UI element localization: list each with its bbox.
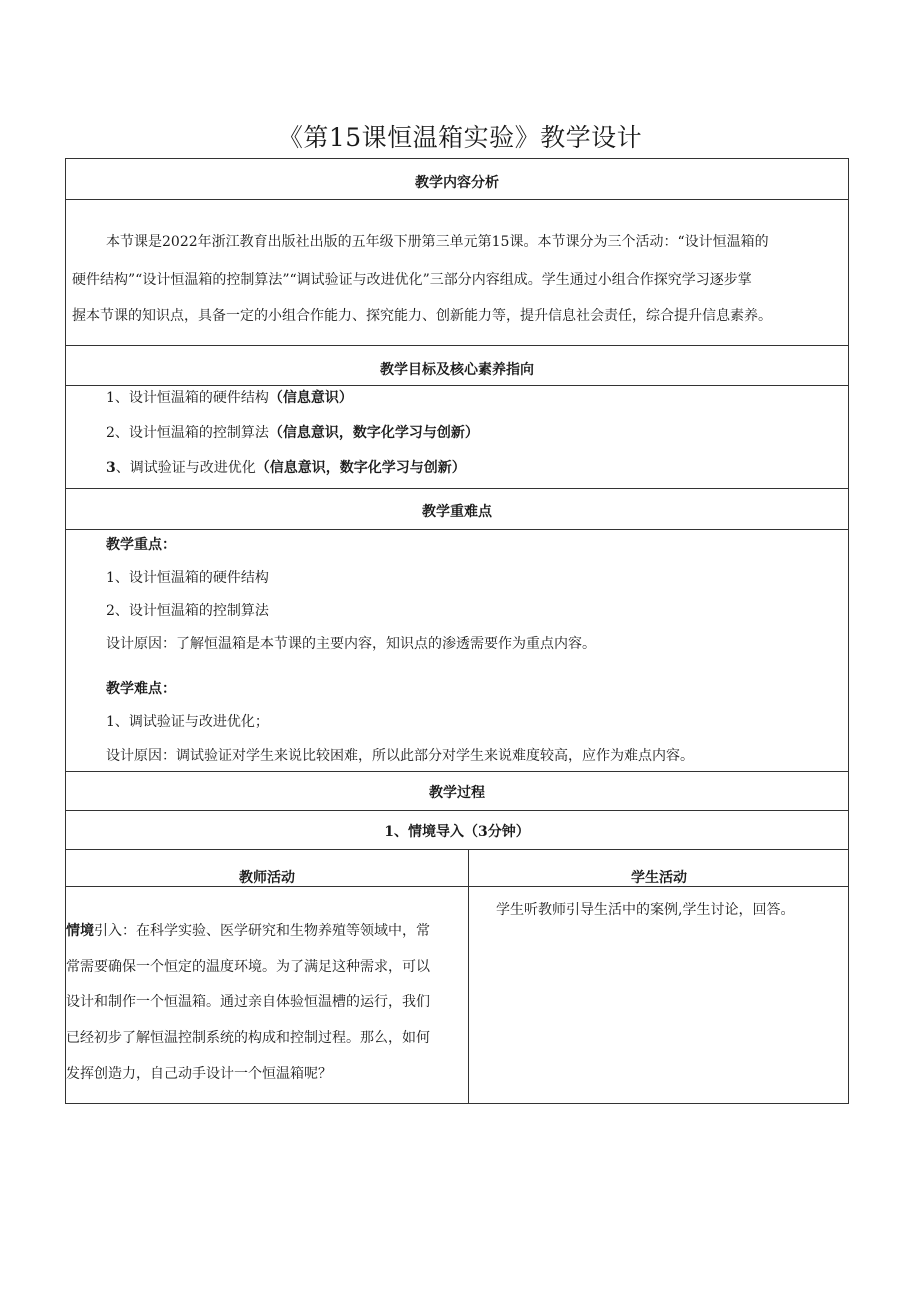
section-heading-content-analysis: 教学内容分析 bbox=[415, 175, 499, 191]
row-divider bbox=[66, 849, 848, 850]
teacher-activity-header: 教师活动 bbox=[239, 870, 295, 886]
section-heading-key-points: 教学重难点 bbox=[422, 504, 492, 520]
teacher-activity-line: 常需要确保一个恒定的温度环境。为了满足这种需求，可以 bbox=[66, 959, 430, 975]
difficulty-reason: 设计原因：调试验证对学生来说比较困难，所以此部分对学生来说难度较高，应作为难点内容。 bbox=[106, 748, 694, 764]
content-analysis-line: 本节课是2022年浙江教育出版社出版的五年级下册第三单元第15课。本节课分为三个活动：“设计恒温箱的 bbox=[106, 234, 769, 250]
document-title: 《第15课恒温箱实验》教学设计 bbox=[277, 123, 643, 152]
content-analysis-line: 硬件结构”“设计恒温箱的控制算法”“调试验证与改进优化”三部分内容组成。学生通过小组合作探究学习逐步掌 bbox=[72, 272, 752, 288]
row-divider bbox=[66, 810, 848, 811]
lesson-plan-table bbox=[65, 158, 849, 1104]
row-divider bbox=[66, 771, 848, 772]
teacher-activity-label: 情境 bbox=[66, 923, 94, 939]
teacher-activity-line: 发挥创造力，自己动手设计一个恒温箱呢？ bbox=[66, 1066, 332, 1082]
objective-tag: （信息意识，数字化学习与创新） bbox=[268, 425, 479, 441]
objective-item bbox=[106, 457, 466, 477]
teacher-activity-text: 引入：在科学实验、医学研究和生物养殖等领域中，常 bbox=[94, 923, 430, 939]
step-heading: 1、情境导入（3分钟） bbox=[384, 824, 530, 840]
student-activity-text: 学生听教师引导生活中的案例,学生讨论，回答。 bbox=[496, 902, 795, 918]
row-divider bbox=[66, 488, 848, 489]
row-divider bbox=[66, 385, 848, 386]
focus-reason: 设计原因：了解恒温箱是本节课的主要内容，知识点的渗透需要作为重点内容。 bbox=[106, 636, 596, 652]
row-divider bbox=[66, 529, 848, 530]
teacher-activity-line: 已经初步了解恒温控制系统的构成和控制过程。那么，如何 bbox=[66, 1030, 430, 1046]
section-heading-objectives: 教学目标及核心素养指向 bbox=[380, 362, 534, 378]
column-divider bbox=[468, 849, 469, 1104]
student-activity-header: 学生活动 bbox=[631, 870, 687, 886]
row-divider bbox=[66, 199, 848, 200]
focus-item: 2、设计恒温箱的控制算法 bbox=[106, 603, 269, 619]
difficulty-label: 教学难点： bbox=[106, 681, 176, 697]
row-divider bbox=[66, 345, 848, 346]
objective-text: 2、设计恒温箱的控制算法 bbox=[106, 425, 269, 441]
objective-text: 1、设计恒温箱的硬件结构 bbox=[106, 390, 269, 406]
teacher-activity-line bbox=[66, 920, 430, 940]
objective-tag: （信息意识，数字化学习与创新） bbox=[255, 460, 466, 476]
objective-number: 3 bbox=[106, 460, 116, 476]
section-heading-process: 教学过程 bbox=[429, 785, 485, 801]
objective-item bbox=[106, 387, 353, 407]
focus-label: 教学重点： bbox=[106, 537, 176, 553]
objective-text: 、调试验证与改进优化 bbox=[115, 460, 256, 476]
objective-item bbox=[106, 422, 479, 442]
focus-item: 1、设计恒温箱的硬件结构 bbox=[106, 570, 269, 586]
difficulty-item: 1、调试验证与改进优化； bbox=[106, 714, 269, 730]
teacher-activity-line: 设计和制作一个恒温箱。通过亲自体验恒温槽的运行，我们 bbox=[66, 994, 430, 1010]
objective-tag: （信息意识） bbox=[268, 390, 353, 406]
content-analysis-line: 握本节课的知识点，具备一定的小组合作能力、探究能力、创新能力等，提升信息社会责任，综合提升信息素养。 bbox=[72, 308, 772, 324]
